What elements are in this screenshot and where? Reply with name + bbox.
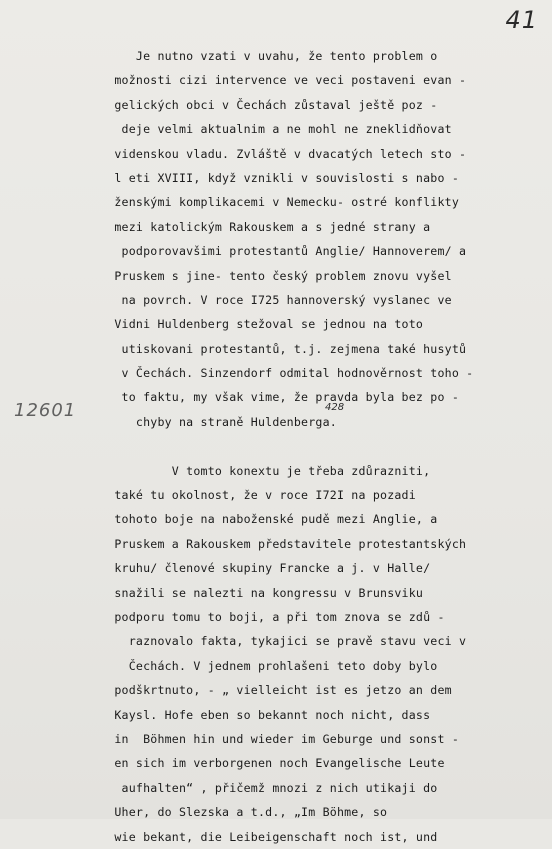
text-line: Je nutno vzati v uvahu, že tento problem o (100, 49, 438, 63)
text-line: Kaysl. Hofe eben so bekannt noch nicht, dass (100, 707, 431, 722)
text-line: možnosti cizi intervence ve veci postaveni evan - (100, 73, 467, 88)
text-line (100, 434, 540, 458)
text-line: Vidni Huldenberg stežoval se jednou na toto (100, 317, 424, 332)
text-line: en sich im verborgenen noch Evangelische Leute (100, 756, 445, 771)
text-line: Čechách. V jednem prohlašeni teto doby bylo (100, 658, 438, 673)
text-line: deje velmi aktualnim a ne mohl ne zneklidňovat (100, 122, 452, 137)
text-line: podporu tomu to boji, a při tom znova se zdů - (100, 609, 445, 624)
text-line: videnskou vladu. Zvláště v dvacatých letech sto - (100, 146, 467, 161)
text-line: aufhalten“ , přičemž mnozi z nich utikaji do (100, 780, 438, 795)
text-line: raznovalo fakta, tykajici se pravě stavu veci v (100, 634, 467, 649)
text-line: utiskovani protestantů, t.j. zejmena také husytů (100, 341, 467, 356)
text-line: to faktu, my však vime, že pravda byla bez po - (100, 390, 460, 405)
page-number: 41 (505, 6, 538, 34)
text-line: l eti XVIII, když vznikli v souvislosti s nabo - (100, 170, 460, 185)
text-body (100, 44, 540, 849)
text-line: Uher, do Slezska a t.d., „Im Böhme, so (100, 805, 388, 820)
text-line: mezi katolickým Rakouskem a s jedné strany a (100, 219, 431, 234)
text-line: podškrtnuto, - „ vielleicht ist es jetzo an dem (100, 683, 452, 698)
text-line: in Böhmen hin und wieder im Geburge und sonst - (100, 731, 460, 746)
text-line: V tomto konextu je třeba zdůrazniti, (100, 463, 431, 478)
margin-note: 12601 (14, 400, 77, 421)
text-line: také tu okolnost, že v roce I72I na pozadi (100, 488, 416, 503)
text-line: snažili se nalezti na kongressu v Brunsviku (100, 585, 424, 600)
text-line: ženskými komplikacemi v Nemecku- ostré konflikty (100, 195, 460, 210)
text-line: kruhu/ členové skupiny Francke a j. v Halle/ (100, 561, 431, 576)
text-line: wie bekant, die Leibeigenschaft noch ist, und (100, 829, 438, 844)
text-line: gelických obci v Čechách zůstaval ještě poz - (100, 97, 438, 112)
text-line: podporovavšimi protestantů Anglie/ Hannoverem/ a (100, 244, 467, 259)
text-line: chyby na straně Huldenberga. (100, 414, 337, 429)
text-line: Pruskem s jine- tento český problem znovu vyšel (100, 268, 452, 283)
text-line: na povrch. V roce I725 hannoverský vyslanec ve (100, 292, 452, 307)
text-line: Pruskem a Rakouskem představitele protestantských (100, 536, 467, 551)
text-line: v Čechách. Sinzendorf odmital hodnověrnost toho - (100, 366, 474, 381)
text-line: tohoto boje na naboženské pudě mezi Anglie, a (100, 512, 438, 527)
inline-note: 428 (325, 402, 345, 413)
